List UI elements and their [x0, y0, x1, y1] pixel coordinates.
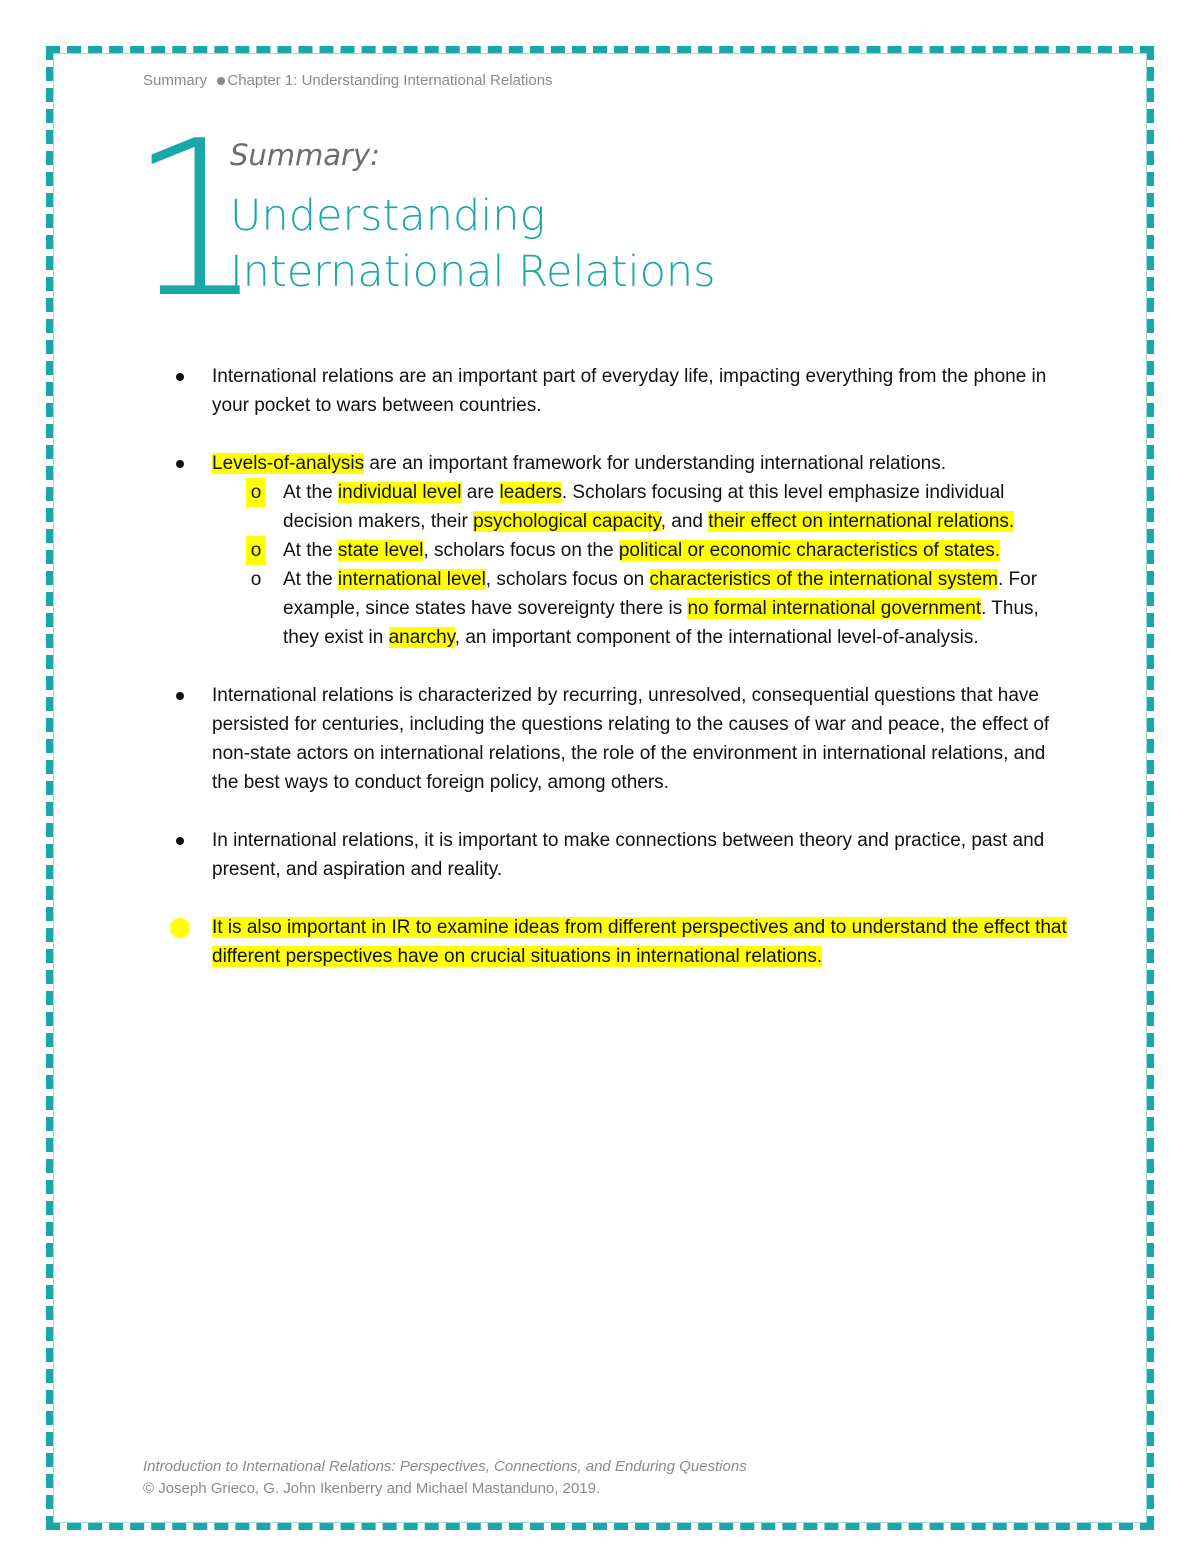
highlighted-text: psychological capacity	[473, 511, 661, 532]
sub-item-text: are	[461, 482, 500, 503]
list-item	[172, 681, 1072, 797]
page-title-line-1: Understanding	[230, 191, 546, 241]
sub-list-item	[212, 565, 1072, 652]
highlighted-text: leaders	[499, 482, 562, 503]
highlighted-text: It is also important in IR to examine ideas from different perspectives and to understand the effect that different perspectives have on crucial situations in international relations.	[212, 917, 1067, 967]
sub-item-text: . For example, since states have sovereignty there is	[283, 569, 1038, 619]
sub-item-text: At the	[283, 569, 338, 590]
highlighted-text: their effect on international relations.	[708, 511, 1015, 532]
sub-bullet-icon: o	[246, 536, 266, 565]
highlighted-text: international level	[337, 569, 486, 590]
running-header	[143, 72, 553, 89]
page-footer	[143, 1456, 747, 1500]
summary-list	[172, 362, 1072, 1000]
highlighted-text: no formal international government	[687, 598, 982, 619]
highlighted-text: individual level	[337, 482, 462, 503]
footer-copyright: © Joseph Grieco, G. John Ikenberry and Michael Mastanduno, 2019.	[143, 1480, 601, 1497]
sub-item-text: , scholars focus on	[485, 569, 650, 590]
sub-item-text: . Thus, they exist in	[283, 598, 1039, 648]
page-title-line-2: International Relations	[230, 247, 716, 297]
bullet-icon	[176, 460, 184, 468]
bullet-text: are an important framework for understanding international relations.	[364, 453, 946, 474]
sub-item-text: , and	[660, 511, 709, 532]
highlighted-text: anarchy	[388, 627, 455, 648]
bullet-text: International relations are an important part of everyday life, impacting everything from the phone in your pocket to wars between countries.	[212, 366, 1047, 416]
highlighted-text: political or economic characteristics of states.	[618, 540, 1001, 561]
bullet-icon	[176, 692, 184, 700]
header-separator-dot-icon	[217, 77, 225, 85]
list-item	[172, 826, 1072, 884]
sub-item-text: . Scholars focusing at this level emphasize individual decision makers, their	[283, 482, 1005, 532]
sub-list-item	[212, 536, 1072, 565]
chapter-number: 1	[128, 94, 257, 345]
sub-bullet-icon: o	[250, 569, 262, 590]
running-header-right: Chapter 1: Understanding International Relations	[227, 72, 553, 89]
highlighted-text: characteristics of the international system	[649, 569, 998, 590]
title-kicker: Summary:	[230, 138, 380, 172]
footer-book-title: Introduction to International Relations: Perspectives, Connections, and Enduring Questions	[143, 1458, 747, 1475]
page-title	[230, 188, 716, 300]
list-item	[172, 913, 1072, 971]
list-item	[172, 449, 1072, 652]
bullet-icon	[176, 924, 184, 932]
sub-item-text: At the	[283, 482, 338, 503]
sub-bullet-icon: o	[246, 478, 266, 507]
bullet-icon	[176, 837, 184, 845]
sub-list	[212, 478, 1072, 652]
highlighted-text: Levels-of-analysis	[212, 453, 365, 474]
bullet-text: In international relations, it is important to make connections between theory and practice, past and present, and aspiration and reality.	[212, 830, 1045, 880]
sub-item-text: , an important component of the international level-of-analysis.	[454, 627, 979, 648]
bullet-icon	[176, 373, 184, 381]
sub-item-text: At the	[283, 540, 338, 561]
running-header-left: Summary	[143, 72, 208, 89]
bullet-text: International relations is characterized by recurring, unresolved, consequential questions that have persisted for centuries, including the questions relating to the causes of war and peace, the effect of non-state actors on international relations, the role of the environment in international relations, and the best ways to conduct foreign policy, among others.	[212, 685, 1050, 793]
highlighted-text: state level	[337, 540, 424, 561]
sub-list-item	[212, 478, 1072, 536]
list-item	[172, 362, 1072, 420]
sub-item-text: , scholars focus on the	[423, 540, 619, 561]
